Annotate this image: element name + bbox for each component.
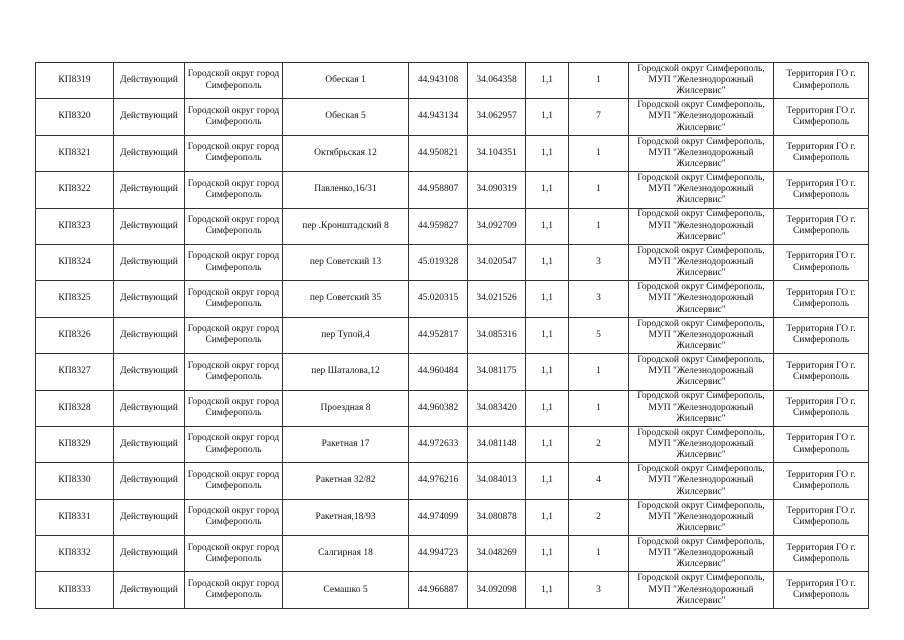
municipality-cell: Городской округ город Симферополь	[185, 390, 283, 426]
latitude-cell: 44.943108	[409, 63, 468, 99]
site-id-cell: КП8329	[36, 426, 114, 462]
site-id-cell: КП8333	[36, 572, 114, 608]
status-cell: Действующий	[114, 244, 185, 280]
status-cell: Действующий	[114, 536, 185, 572]
table-row	[36, 281, 869, 317]
container-count-cell: 3	[569, 572, 629, 608]
latitude-cell: 44.976216	[409, 463, 468, 499]
site-id-cell: КП8319	[36, 63, 114, 99]
operator-cell: Городской округ Симферополь, МУП "Железнодорожный Жилсервис"	[629, 572, 774, 608]
address-cell: Ракетная 32/82	[283, 463, 409, 499]
operator-cell: Городской округ Симферополь, МУП "Железнодорожный Жилсервис"	[629, 208, 774, 244]
longitude-cell: 34.085316	[468, 317, 526, 353]
container-count-cell: 1	[569, 390, 629, 426]
address-cell: Салгирная 18	[283, 536, 409, 572]
longitude-cell: 34.092098	[468, 572, 526, 608]
municipality-cell: Городской округ город Симферополь	[185, 99, 283, 135]
operator-cell: Городской округ Симферополь, МУП "Железнодорожный Жилсервис"	[629, 172, 774, 208]
capacity-cell: 1,1	[526, 172, 569, 208]
municipality-cell: Городской округ город Симферополь	[185, 536, 283, 572]
table-row	[36, 390, 869, 426]
status-cell: Действующий	[114, 281, 185, 317]
territory-cell: Территория ГО г. Симферополь	[774, 572, 869, 608]
capacity-cell: 1,1	[526, 354, 569, 390]
municipality-cell: Городской округ город Симферополь	[185, 426, 283, 462]
latitude-cell: 44.960382	[409, 390, 468, 426]
territory-cell: Территория ГО г. Симферополь	[774, 390, 869, 426]
municipality-cell: Городской округ город Симферополь	[185, 463, 283, 499]
municipality-cell: Городской округ город Симферополь	[185, 281, 283, 317]
latitude-cell: 44.994723	[409, 536, 468, 572]
container-count-cell: 1	[569, 135, 629, 171]
longitude-cell: 34.048269	[468, 536, 526, 572]
address-cell: пер Советский 35	[283, 281, 409, 317]
territory-cell: Территория ГО г. Симферополь	[774, 208, 869, 244]
capacity-cell: 1,1	[526, 244, 569, 280]
municipality-cell: Городской округ город Симферополь	[185, 354, 283, 390]
document-page	[35, 62, 868, 609]
container-sites-table	[35, 62, 869, 609]
address-cell: Обеская 1	[283, 63, 409, 99]
container-count-cell: 1	[569, 172, 629, 208]
container-count-cell: 4	[569, 463, 629, 499]
capacity-cell: 1,1	[526, 572, 569, 608]
container-count-cell: 2	[569, 426, 629, 462]
site-id-cell: КП8328	[36, 390, 114, 426]
territory-cell: Территория ГО г. Симферополь	[774, 463, 869, 499]
address-cell: Проездная 8	[283, 390, 409, 426]
territory-cell: Территория ГО г. Симферополь	[774, 99, 869, 135]
status-cell: Действующий	[114, 499, 185, 535]
operator-cell: Городской округ Симферополь, МУП "Железнодорожный Жилсервис"	[629, 536, 774, 572]
status-cell: Действующий	[114, 135, 185, 171]
table-row	[36, 99, 869, 135]
table-row	[36, 317, 869, 353]
table-row	[36, 172, 869, 208]
table-row	[36, 208, 869, 244]
status-cell: Действующий	[114, 172, 185, 208]
longitude-cell: 34.083420	[468, 390, 526, 426]
address-cell: Октябрьская 12	[283, 135, 409, 171]
capacity-cell: 1,1	[526, 208, 569, 244]
site-id-cell: КП8321	[36, 135, 114, 171]
longitude-cell: 34.081148	[468, 426, 526, 462]
status-cell: Действующий	[114, 463, 185, 499]
municipality-cell: Городской округ город Симферополь	[185, 172, 283, 208]
table-row	[36, 499, 869, 535]
territory-cell: Территория ГО г. Симферополь	[774, 63, 869, 99]
operator-cell: Городской округ Симферополь, МУП "Железнодорожный Жилсервис"	[629, 354, 774, 390]
capacity-cell: 1,1	[526, 99, 569, 135]
longitude-cell: 34.090319	[468, 172, 526, 208]
capacity-cell: 1,1	[526, 426, 569, 462]
site-id-cell: КП8331	[36, 499, 114, 535]
address-cell: Павленко,16/31	[283, 172, 409, 208]
latitude-cell: 44.960484	[409, 354, 468, 390]
territory-cell: Территория ГО г. Симферополь	[774, 426, 869, 462]
longitude-cell: 34.081175	[468, 354, 526, 390]
table-row	[36, 572, 869, 608]
container-count-cell: 2	[569, 499, 629, 535]
address-cell: пер Тупой,4	[283, 317, 409, 353]
municipality-cell: Городской округ город Симферополь	[185, 135, 283, 171]
longitude-cell: 34.084013	[468, 463, 526, 499]
table-row	[36, 463, 869, 499]
latitude-cell: 44.974099	[409, 499, 468, 535]
table-row	[36, 354, 869, 390]
container-count-cell: 1	[569, 63, 629, 99]
status-cell: Действующий	[114, 99, 185, 135]
status-cell: Действующий	[114, 426, 185, 462]
latitude-cell: 44.959827	[409, 208, 468, 244]
municipality-cell: Городской округ город Симферополь	[185, 208, 283, 244]
table-row	[36, 135, 869, 171]
capacity-cell: 1,1	[526, 281, 569, 317]
container-count-cell: 3	[569, 281, 629, 317]
latitude-cell: 44.952817	[409, 317, 468, 353]
address-cell: Обеская 5	[283, 99, 409, 135]
site-id-cell: КП8322	[36, 172, 114, 208]
site-id-cell: КП8326	[36, 317, 114, 353]
table-body	[36, 63, 869, 609]
address-cell: пер Шаталова,12	[283, 354, 409, 390]
longitude-cell: 34.021526	[468, 281, 526, 317]
territory-cell: Территория ГО г. Симферополь	[774, 354, 869, 390]
longitude-cell: 34.092709	[468, 208, 526, 244]
site-id-cell: КП8324	[36, 244, 114, 280]
operator-cell: Городской округ Симферополь, МУП "Железнодорожный Жилсервис"	[629, 390, 774, 426]
address-cell: Ракетная,18/93	[283, 499, 409, 535]
territory-cell: Территория ГО г. Симферополь	[774, 281, 869, 317]
site-id-cell: КП8325	[36, 281, 114, 317]
municipality-cell: Городской округ город Симферополь	[185, 572, 283, 608]
status-cell: Действующий	[114, 354, 185, 390]
municipality-cell: Городской округ город Симферополь	[185, 63, 283, 99]
operator-cell: Городской округ Симферополь, МУП "Железнодорожный Жилсервис"	[629, 99, 774, 135]
territory-cell: Территория ГО г. Симферополь	[774, 499, 869, 535]
longitude-cell: 34.104351	[468, 135, 526, 171]
territory-cell: Территория ГО г. Симферополь	[774, 244, 869, 280]
operator-cell: Городской округ Симферополь, МУП "Железнодорожный Жилсервис"	[629, 281, 774, 317]
address-cell: пер .Кронштадский 8	[283, 208, 409, 244]
address-cell: Семашко 5	[283, 572, 409, 608]
operator-cell: Городской округ Симферополь, МУП "Железнодорожный Жилсервис"	[629, 426, 774, 462]
capacity-cell: 1,1	[526, 63, 569, 99]
latitude-cell: 44.943134	[409, 99, 468, 135]
latitude-cell: 44.972633	[409, 426, 468, 462]
operator-cell: Городской округ Симферополь, МУП "Железнодорожный Жилсервис"	[629, 63, 774, 99]
operator-cell: Городской округ Симферополь, МУП "Железнодорожный Жилсервис"	[629, 463, 774, 499]
longitude-cell: 34.080878	[468, 499, 526, 535]
operator-cell: Городской округ Симферополь, МУП "Железнодорожный Жилсервис"	[629, 244, 774, 280]
municipality-cell: Городской округ город Симферополь	[185, 499, 283, 535]
container-count-cell: 1	[569, 208, 629, 244]
status-cell: Действующий	[114, 390, 185, 426]
table-row	[36, 63, 869, 99]
capacity-cell: 1,1	[526, 390, 569, 426]
latitude-cell: 45.019328	[409, 244, 468, 280]
container-count-cell: 3	[569, 244, 629, 280]
table-row	[36, 244, 869, 280]
operator-cell: Городской округ Симферополь, МУП "Железнодорожный Жилсервис"	[629, 317, 774, 353]
operator-cell: Городской округ Симферополь, МУП "Железнодорожный Жилсервис"	[629, 499, 774, 535]
territory-cell: Территория ГО г. Симферополь	[774, 317, 869, 353]
site-id-cell: КП8320	[36, 99, 114, 135]
capacity-cell: 1,1	[526, 536, 569, 572]
address-cell: Ракетная 17	[283, 426, 409, 462]
status-cell: Действующий	[114, 572, 185, 608]
latitude-cell: 44.966887	[409, 572, 468, 608]
site-id-cell: КП8330	[36, 463, 114, 499]
municipality-cell: Городской округ город Симферополь	[185, 244, 283, 280]
capacity-cell: 1,1	[526, 499, 569, 535]
site-id-cell: КП8323	[36, 208, 114, 244]
status-cell: Действующий	[114, 208, 185, 244]
territory-cell: Территория ГО г. Симферополь	[774, 536, 869, 572]
site-id-cell: КП8327	[36, 354, 114, 390]
address-cell: пер Советский 13	[283, 244, 409, 280]
status-cell: Действующий	[114, 63, 185, 99]
capacity-cell: 1,1	[526, 463, 569, 499]
latitude-cell: 44.958807	[409, 172, 468, 208]
municipality-cell: Городской округ город Симферополь	[185, 317, 283, 353]
operator-cell: Городской округ Симферополь, МУП "Железнодорожный Жилсервис"	[629, 135, 774, 171]
territory-cell: Территория ГО г. Симферополь	[774, 172, 869, 208]
container-count-cell: 5	[569, 317, 629, 353]
container-count-cell: 1	[569, 536, 629, 572]
latitude-cell: 44.950821	[409, 135, 468, 171]
longitude-cell: 34.064358	[468, 63, 526, 99]
longitude-cell: 34.062957	[468, 99, 526, 135]
longitude-cell: 34.020547	[468, 244, 526, 280]
latitude-cell: 45.020315	[409, 281, 468, 317]
table-row	[36, 426, 869, 462]
container-count-cell: 7	[569, 99, 629, 135]
table-row	[36, 536, 869, 572]
container-count-cell: 1	[569, 354, 629, 390]
capacity-cell: 1,1	[526, 135, 569, 171]
capacity-cell: 1,1	[526, 317, 569, 353]
site-id-cell: КП8332	[36, 536, 114, 572]
territory-cell: Территория ГО г. Симферополь	[774, 135, 869, 171]
status-cell: Действующий	[114, 317, 185, 353]
